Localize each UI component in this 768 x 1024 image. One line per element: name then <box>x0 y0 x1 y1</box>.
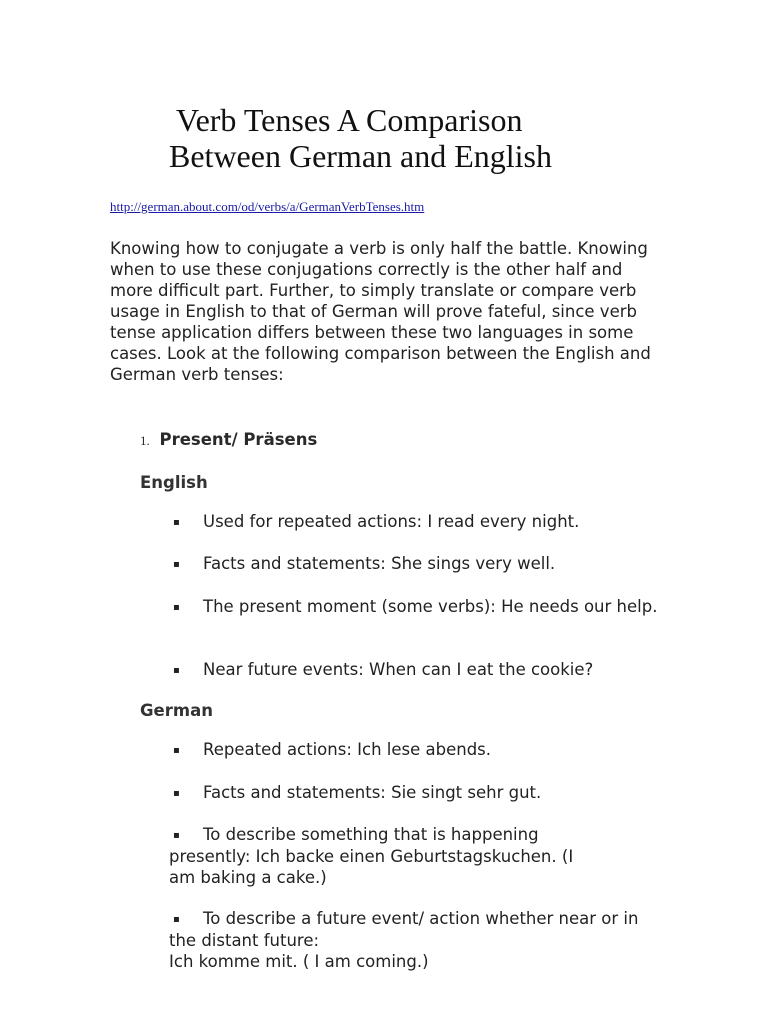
list-item-text: Repeated actions: Ich lese abends. <box>203 740 492 759</box>
bullet-icon: ▪ <box>173 914 180 925</box>
english-heading: English <box>140 473 208 492</box>
list-item-text: Near future events: When can I eat the cookie? <box>203 660 594 679</box>
list-item-text: To describe something that is happening presently: Ich backe einen Geburtstagskuchen. (I am baking a cake.) <box>169 825 574 887</box>
list-item-text: The present moment (some verbs): He needs our help. <box>203 597 658 616</box>
list-item <box>169 739 669 761</box>
bullet-icon: ▪ <box>173 559 180 570</box>
list-item-text: To describe a future event/ action whether near or in the distant future: <box>169 909 639 950</box>
intro-paragraph: Knowing how to conjugate a verb is only half the battle. Knowing when to use these conjugations correctly is the other half and more difficult part. Further, to simply translate or compare verb usage in English to that of German will prove fateful, since verb tense application differs between these two languages in some cases. Look at the following comparison between the English and German verb tenses: <box>110 239 651 384</box>
source-link[interactable]: http://german.about.com/od/verbs/a/GermanVerbTenses.htm <box>110 199 425 214</box>
list-item <box>169 659 669 681</box>
bullet-icon: ▪ <box>173 788 180 799</box>
list-item <box>169 511 669 533</box>
list-item <box>169 908 649 972</box>
bullet-icon: ▪ <box>173 665 180 676</box>
list-item-text: Used for repeated actions: I read every night. <box>203 512 580 531</box>
bullet-icon: ▪ <box>173 830 180 841</box>
section-number: 1. <box>140 433 150 448</box>
section-heading <box>140 430 317 449</box>
bullet-icon: ▪ <box>173 517 180 528</box>
list-item <box>169 553 669 575</box>
title-line-2: Between German and English <box>169 138 552 174</box>
german-heading: German <box>140 701 213 720</box>
list-item <box>169 824 599 888</box>
list-item <box>169 596 659 618</box>
list-item <box>169 782 669 804</box>
list-item-text: Facts and statements: Sie singt sehr gut. <box>203 783 542 802</box>
section-title: Present/ Präsens <box>159 430 318 449</box>
title-line-1: Verb Tenses A Comparison <box>176 102 523 138</box>
list-item-example: Ich komme mit. ( I am coming.) <box>169 952 429 971</box>
bullet-icon: ▪ <box>173 602 180 613</box>
list-item-text: Facts and statements: She sings very well. <box>203 554 556 573</box>
bullet-icon: ▪ <box>173 745 180 756</box>
